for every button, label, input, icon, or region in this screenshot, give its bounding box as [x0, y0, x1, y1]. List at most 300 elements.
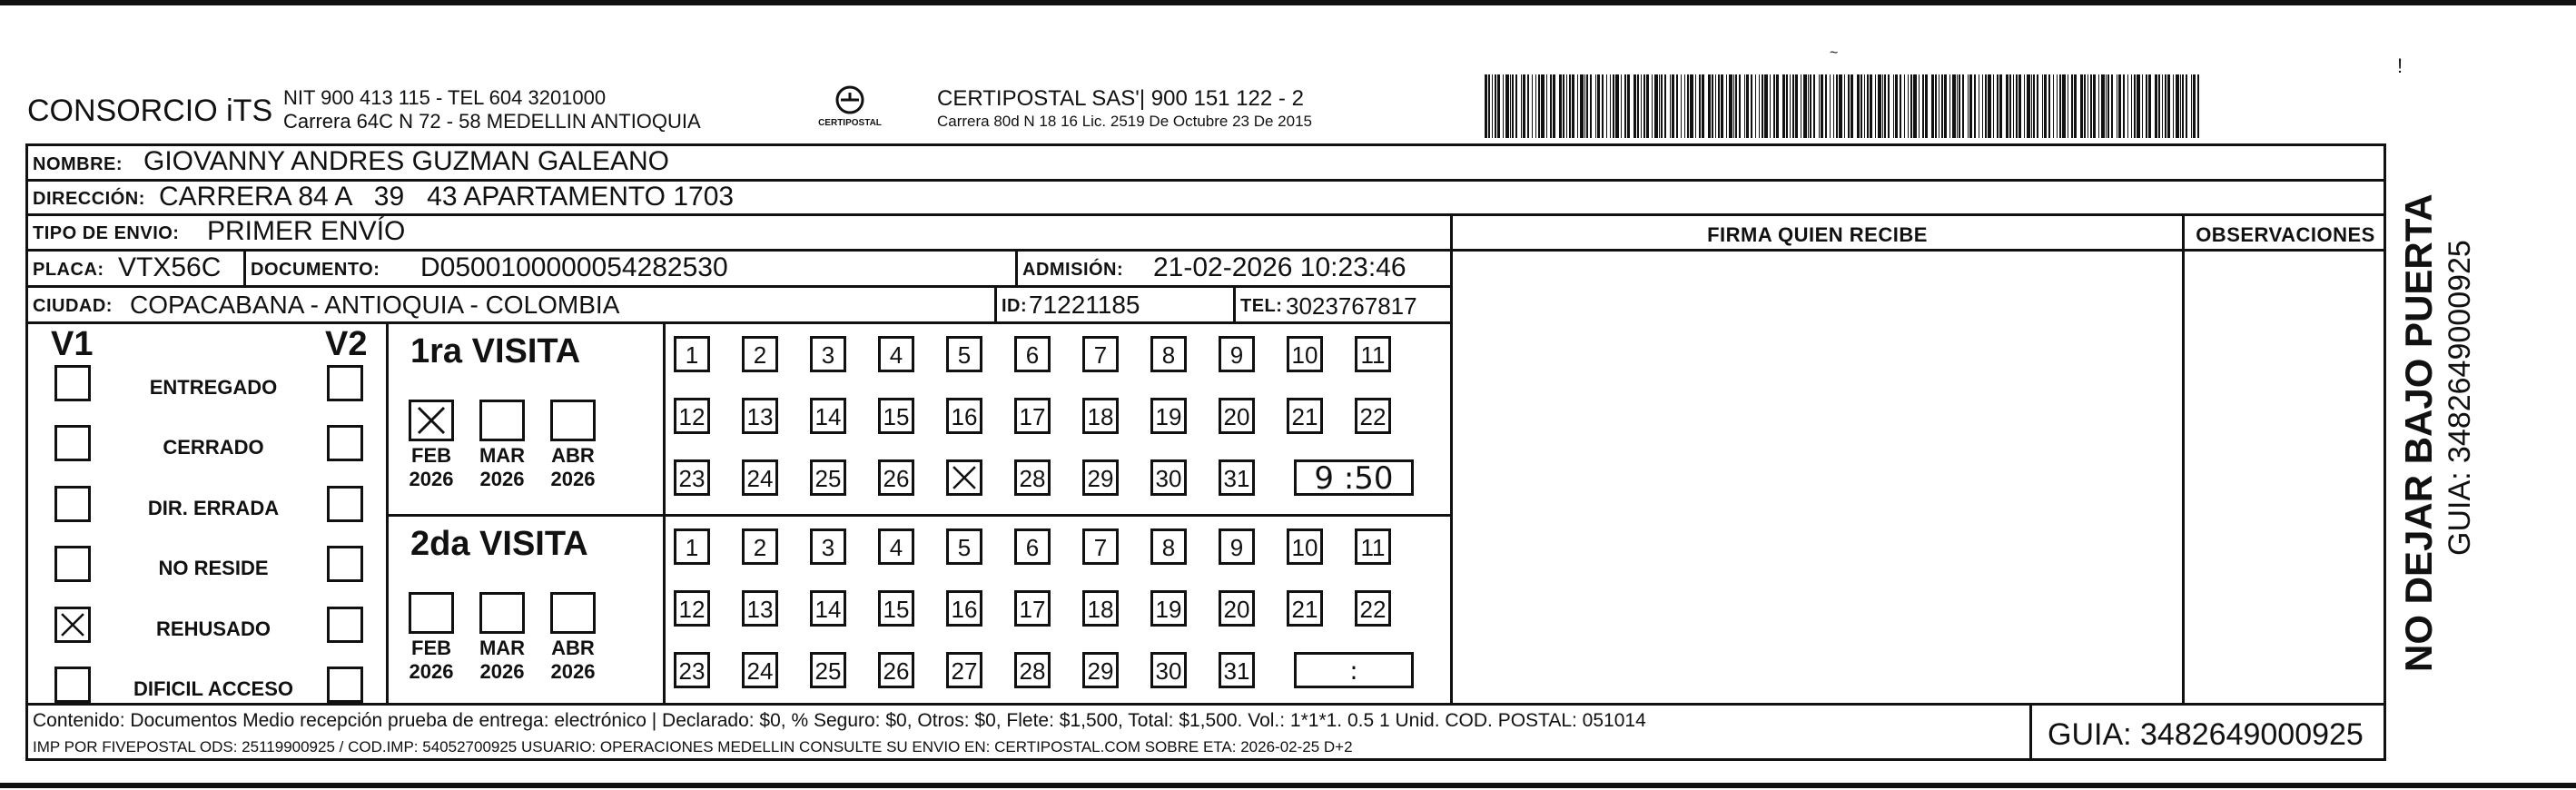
barcode-bar [1661, 74, 1663, 138]
day-checkbox[interactable]: 7 [1082, 528, 1119, 565]
month-checkbox[interactable] [409, 400, 454, 441]
barcode-bar [1488, 74, 1490, 138]
observaciones-area[interactable] [2185, 252, 2386, 703]
day-checkbox[interactable]: 16 [946, 398, 982, 434]
barcode-bar [1512, 74, 1514, 138]
day-checkbox[interactable]: 13 [742, 398, 778, 434]
day-checkbox[interactable]: 15 [878, 398, 914, 434]
barcode-bar [1795, 74, 1798, 138]
barcode-bar [2024, 74, 2025, 138]
tel-value: 3023767817 [1286, 292, 1417, 320]
day-checkbox[interactable]: 28 [1014, 459, 1051, 496]
ciudad-value: COPACABANA - ANTIOQUIA - COLOMBIA [130, 291, 620, 319]
barcode-bar [1910, 74, 1912, 138]
day-checkbox[interactable]: 19 [1150, 398, 1187, 434]
certipostal-logo [814, 84, 886, 134]
time-field[interactable]: 9 :50 [1294, 459, 1414, 496]
month-checkbox[interactable] [409, 592, 454, 634]
barcode-bar [1941, 74, 1943, 138]
barcode-bar [1825, 74, 1827, 138]
barcode-bar [2193, 74, 2196, 138]
barcode-bar [1944, 74, 1947, 138]
barcode-bar [1597, 74, 1600, 138]
nombre-value: GIOVANNY ANDRES GUZMAN GALEANO [143, 146, 670, 176]
barcode-bar [1729, 74, 1732, 138]
barcode-bar [1495, 74, 1496, 138]
barcode-bar [1830, 74, 1831, 138]
barcode-bar [1875, 74, 1876, 138]
status-label: NO RESIDE [158, 557, 269, 579]
barcode-bar [2062, 74, 2066, 138]
barcode-bar [2107, 74, 2109, 138]
barcode-bar [2142, 74, 2143, 138]
license-line: Carrera 80d N 18 16 Lic. 2519 De Octubre 23 De 2015 [937, 113, 1312, 130]
barcode-bar [2084, 74, 2086, 138]
day-checkbox[interactable]: 10 [1287, 528, 1323, 565]
barcode-bar [1735, 74, 1737, 138]
row-divider [25, 321, 1453, 324]
barcode-bar [1848, 74, 1850, 138]
barcode-bar [2134, 74, 2136, 138]
day-checkbox[interactable]: 23 [674, 652, 710, 688]
barcode-bar [2127, 74, 2128, 138]
status-label: ENTREGADO [149, 376, 278, 399]
footer-guia: GUIA: 3482649000925 [2048, 717, 2364, 752]
barcode-bar [1702, 74, 1704, 138]
barcode-bar [1864, 74, 1865, 138]
barcode-bar [1851, 74, 1853, 138]
day-checkbox[interactable]: 20 [1219, 590, 1255, 627]
barcode-bar [1935, 74, 1937, 138]
barcode-bar [1908, 74, 1909, 138]
barcode-bar [2027, 74, 2030, 138]
barcode-bar [2197, 74, 2199, 138]
month-year: 2026 [479, 468, 525, 490]
admision-label: ADMISIÓN: [1022, 260, 1124, 280]
day-checkbox[interactable]: 30 [1150, 459, 1187, 496]
barcode-bar [1590, 74, 1592, 138]
barcode-bar [1681, 74, 1682, 138]
barcode [1485, 74, 2211, 138]
barcode-bar [2059, 74, 2061, 138]
day-checkbox[interactable]: 16 [946, 590, 982, 627]
barcode-bar [1527, 74, 1529, 138]
barcode-bar [1610, 74, 1611, 138]
barcode-bar [1627, 74, 1630, 138]
barcode-bar [2098, 74, 2099, 138]
barcode-bar [2182, 74, 2184, 138]
barcode-bar [1546, 74, 1547, 138]
status-label: REHUSADO [156, 617, 271, 640]
visit-divider [386, 514, 1453, 517]
day-checkbox[interactable]: 9 [1219, 528, 1255, 565]
cell-divider [1015, 249, 1018, 285]
side-guia: GUIA: 3482649000925 [2443, 240, 2477, 556]
barcode-bar [2155, 74, 2157, 138]
barcode-bar [1949, 74, 1950, 138]
admision-value: 21-02-2026 10:23:46 [1153, 252, 1406, 282]
barcode-bar [2186, 74, 2187, 138]
day-checkbox[interactable]: 24 [742, 459, 778, 496]
month-checkbox[interactable] [550, 400, 596, 441]
barcode-bar [2042, 74, 2043, 138]
day-checkbox[interactable]: 6 [1014, 336, 1051, 372]
barcode-bar [2031, 74, 2032, 138]
barcode-bar [1637, 74, 1639, 138]
barcode-bar [1538, 74, 1540, 138]
month-label: MAR [479, 637, 526, 659]
barcode-bar [1913, 74, 1917, 138]
barcode-bar [1684, 74, 1685, 138]
barcode-bar [1497, 74, 1500, 138]
day-checkbox[interactable]: 31 [1219, 652, 1255, 688]
barcode-bar [1810, 74, 1811, 138]
barcode-bar [1776, 74, 1779, 138]
barcode-bar [1931, 74, 1934, 138]
barcode-bar [1510, 74, 1511, 138]
day-checkbox[interactable]: 27 [946, 652, 982, 688]
barcode-bar [1770, 74, 1771, 138]
barcode-bar [1485, 74, 1487, 138]
day-checkbox[interactable]: 4 [878, 528, 914, 565]
placa-value: VTX56C [118, 252, 222, 282]
barcode-bar [1867, 74, 1869, 138]
barcode-bar [1726, 74, 1727, 138]
barcode-bar [1550, 74, 1552, 138]
barcode-bar [1615, 74, 1619, 138]
status-v1-checkbox[interactable] [54, 607, 91, 643]
barcode-bar [1708, 74, 1711, 138]
barcode-bar [1606, 74, 1607, 138]
barcode-bar [2146, 74, 2147, 138]
month-label: ABR [551, 637, 595, 659]
barcode-bar [1515, 74, 1517, 138]
day-checkbox[interactable]: 5 [946, 336, 982, 372]
barcode-bar [1712, 74, 1713, 138]
day-checkbox[interactable]: 11 [1355, 528, 1391, 565]
day-checkbox[interactable]: 22 [1355, 590, 1391, 627]
observaciones-header: OBSERVACIONES [2196, 223, 2375, 246]
day-checkbox[interactable]: 8 [1150, 528, 1187, 565]
day-checkbox[interactable]: 3 [810, 336, 846, 372]
status-divider [386, 321, 389, 703]
barcode-bar [1993, 74, 1994, 138]
barcode-bar [2191, 74, 2192, 138]
barcode-bar [1957, 74, 1958, 138]
month-year: 2026 [409, 468, 454, 490]
tipo-envio-value: PRIMER ENVÍO [207, 216, 406, 246]
barcode-bar [1988, 74, 1991, 138]
barcode-bar [1836, 74, 1838, 138]
no-dejar-text: NO DEJAR BAJO PUERTA [2397, 193, 2440, 672]
month-year: 2026 [479, 660, 525, 683]
day-checkbox[interactable]: 6 [1014, 528, 1051, 565]
barcode-bar [1602, 74, 1604, 138]
id-label: ID: [1002, 296, 1028, 316]
barcode-bar [1572, 74, 1574, 138]
barcode-bar [1893, 74, 1894, 138]
barcode-bar [1654, 74, 1658, 138]
barcode-bar [1792, 74, 1794, 138]
barcode-bar [2137, 74, 2140, 138]
top-rule [0, 0, 2576, 5]
day-checkbox[interactable]: 12 [674, 590, 710, 627]
month-checkbox[interactable] [479, 400, 525, 441]
day-checkbox[interactable]: 2 [742, 528, 778, 565]
barcode-bar [2037, 74, 2038, 138]
barcode-bar [1659, 74, 1660, 138]
barcode-bar [1755, 74, 1756, 138]
barcode-bar [2053, 74, 2054, 138]
day-checkbox[interactable]: 8 [1150, 336, 1187, 372]
barcode-bar [2018, 74, 2021, 138]
barcode-bar [2118, 74, 2121, 138]
barcode-bar [1687, 74, 1689, 138]
barcode-bar [2148, 74, 2151, 138]
nombre-label: NOMBRE: [33, 154, 123, 174]
barcode-bar [1974, 74, 1976, 138]
barcode-bar [1959, 74, 1960, 138]
id-value: 71221185 [1029, 291, 1140, 319]
day-checkbox[interactable]: 1 [674, 528, 710, 565]
barcode-bar [2087, 74, 2088, 138]
day-checkbox[interactable]: 25 [810, 652, 846, 688]
status-v2-checkbox[interactable] [327, 486, 363, 522]
day-checkbox[interactable]: 18 [1082, 590, 1119, 627]
barcode-bar [1844, 74, 1845, 138]
day-checkbox[interactable]: 5 [946, 528, 982, 565]
barcode-bar [1721, 74, 1723, 138]
day-checkbox[interactable]: 14 [810, 590, 846, 627]
day-checkbox[interactable] [946, 459, 982, 496]
month-year: 2026 [550, 468, 596, 490]
documento-value: D0500100000054282530 [420, 252, 728, 282]
visit-title: 1ra VISITA [410, 332, 581, 370]
barcode-bar [2033, 74, 2035, 138]
day-checkbox[interactable]: 2 [742, 336, 778, 372]
month-label: FEB [411, 444, 451, 467]
barcode-bar [1621, 74, 1622, 138]
status-v1-checkbox[interactable] [54, 365, 91, 401]
day-checkbox[interactable]: 25 [810, 459, 846, 496]
barcode-bar [1982, 74, 1983, 138]
barcode-bar [1985, 74, 1987, 138]
barcode-bar [1559, 74, 1562, 138]
barcode-bar [1699, 74, 1701, 138]
barcode-bar [1952, 74, 1956, 138]
status-v1-checkbox[interactable] [54, 486, 91, 522]
status-v2-checkbox[interactable] [327, 607, 363, 643]
imp-text: IMP POR FIVEPOSTAL ODS: 25119900925 / COD.IMP: 54052700925 USUARIO: OPERACIONES MEDELLIN CONSULTE SU ENVIO EN: CERTIPOSTAL.COM SOBRE ETA: 2026-02-25 D+2 [33, 738, 1353, 755]
status-v1-checkbox[interactable] [54, 667, 91, 703]
day-checkbox[interactable]: 9 [1219, 336, 1255, 372]
day-checkbox[interactable]: 30 [1150, 652, 1187, 688]
month-checkbox[interactable] [479, 592, 525, 634]
barcode-bar [1997, 74, 1999, 138]
cell-divider [1233, 285, 1236, 321]
day-checkbox[interactable]: 23 [674, 459, 710, 496]
day-checkbox[interactable]: 21 [1287, 398, 1323, 434]
barcode-bar [2176, 74, 2179, 138]
status-v2-checkbox[interactable] [327, 667, 363, 703]
barcode-bar [1646, 74, 1649, 138]
day-checkbox[interactable]: 15 [878, 590, 914, 627]
day-checkbox[interactable]: 1 [674, 336, 710, 372]
status-label: DIFICIL ACCESO [133, 677, 293, 700]
barcode-bar [1782, 74, 1785, 138]
barcode-bar [2009, 74, 2011, 138]
barcode-bar [1584, 74, 1585, 138]
day-checkbox[interactable]: 21 [1287, 590, 1323, 627]
barcode-bar [1759, 74, 1760, 138]
barcode-bar [1553, 74, 1555, 138]
barcode-bar [1664, 74, 1666, 138]
day-checkbox[interactable]: 24 [742, 652, 778, 688]
visit-days-divider [663, 321, 666, 703]
visit-title: 2da VISITA [410, 525, 588, 563]
day-checkbox[interactable]: 14 [810, 398, 846, 434]
barcode-bar [1751, 74, 1752, 138]
barcode-bar [1790, 74, 1791, 138]
barcode-bar [1833, 74, 1834, 138]
barcode-bar [2173, 74, 2174, 138]
tipo-envio-label: TIPO DE ENVIO: [33, 223, 180, 243]
barcode-bar [1813, 74, 1815, 138]
barcode-bar [1643, 74, 1645, 138]
barcode-bar [1676, 74, 1678, 138]
day-checkbox[interactable]: 11 [1355, 336, 1391, 372]
barcode-bar [1895, 74, 1898, 138]
time-field[interactable]: : [1294, 652, 1414, 688]
barcode-bar [1739, 74, 1741, 138]
documento-label: DOCUMENTO: [251, 260, 380, 280]
barcode-bar [1968, 74, 1969, 138]
barcode-bar [2090, 74, 2092, 138]
cell-divider [243, 249, 246, 285]
day-checkbox[interactable]: 19 [1150, 590, 1187, 627]
barcode-bar [1773, 74, 1775, 138]
barcode-bar [1492, 74, 1493, 138]
day-checkbox[interactable]: 18 [1082, 398, 1119, 434]
logo-text: CERTIPOSTAL [818, 118, 882, 128]
barcode-bar [1999, 74, 2002, 138]
barcode-bar [2158, 74, 2160, 138]
barcode-bar [2006, 74, 2008, 138]
status-v2-checkbox[interactable] [327, 365, 363, 401]
status-label: CERRADO [163, 436, 264, 459]
cell-divider [994, 285, 997, 321]
day-checkbox[interactable]: 3 [810, 528, 846, 565]
barcode-bar [1633, 74, 1636, 138]
status-v1-checkbox[interactable] [54, 546, 91, 582]
footer-divider-v [2029, 703, 2032, 761]
status-v2-checkbox[interactable] [327, 425, 363, 461]
barcode-bar [1888, 74, 1890, 138]
barcode-bar [1586, 74, 1588, 138]
barcode-bar [1670, 74, 1671, 138]
day-checkbox[interactable]: 12 [674, 398, 710, 434]
day-checkbox[interactable]: 31 [1219, 459, 1255, 496]
barcode-bar [1919, 74, 1920, 138]
barcode-bar [2162, 74, 2163, 138]
barcode-bar [1569, 74, 1571, 138]
day-checkbox[interactable]: 22 [1355, 398, 1391, 434]
status-v1-checkbox[interactable] [54, 425, 91, 461]
day-checkbox[interactable]: 29 [1082, 652, 1119, 688]
company-name: CONSORCIO iTS [27, 94, 273, 128]
address-line: Carrera 64C N 72 - 58 MEDELLIN ANTIOQUIA [283, 110, 701, 133]
barcode-bar [1532, 74, 1533, 138]
barcode-bar [1733, 74, 1734, 138]
barcode-bar [2131, 74, 2132, 138]
status-label: DIR. ERRADA [147, 497, 280, 519]
barcode-bar [2071, 74, 2073, 138]
day-checkbox[interactable]: 26 [878, 652, 914, 688]
barcode-bar [1613, 74, 1614, 138]
barcode-bar [1695, 74, 1696, 138]
barcode-bar [1523, 74, 1525, 138]
footer-divider [25, 703, 2386, 706]
barcode-bar [1715, 74, 1716, 138]
barcode-bar [1821, 74, 1823, 138]
barcode-bar [1521, 74, 1522, 138]
barcode-bar [1819, 74, 1820, 138]
barcode-bar [2106, 74, 2107, 138]
barcode-bar [2180, 74, 2181, 138]
barcode-bar [1808, 74, 1809, 138]
barcode-bar [1762, 74, 1763, 138]
barcode-bar [2016, 74, 2018, 138]
barcode-bar [1962, 74, 1964, 138]
firma-header: FIRMA QUIEN RECIBE [1707, 223, 1928, 246]
barcode-bar [1904, 74, 1905, 138]
barcode-bar [1839, 74, 1842, 138]
day-checkbox[interactable]: 29 [1082, 459, 1119, 496]
ciudad-label: CIUDAD: [33, 296, 113, 316]
v1-header: V1 [51, 325, 94, 363]
day-checkbox[interactable]: 28 [1014, 652, 1051, 688]
barcode-bar [1884, 74, 1886, 138]
day-checkbox[interactable]: 26 [878, 459, 914, 496]
month-label: FEB [411, 637, 451, 659]
day-checkbox[interactable]: 17 [1014, 590, 1051, 627]
month-checkbox[interactable] [550, 592, 596, 634]
small-mark: ~ [1830, 45, 1839, 61]
barcode-bar [1641, 74, 1642, 138]
barcode-bar [2074, 74, 2077, 138]
status-v2-checkbox[interactable] [327, 546, 363, 582]
barcode-bar [2111, 74, 2113, 138]
barcode-bar [1882, 74, 1883, 138]
day-checkbox[interactable]: 20 [1219, 398, 1255, 434]
tel-label: TEL: [1240, 296, 1283, 316]
firma-area[interactable] [1453, 252, 2182, 703]
barcode-bar [1580, 74, 1584, 138]
edge-mark: ! [2397, 54, 2403, 77]
barcode-bar [2093, 74, 2096, 138]
day-checkbox[interactable]: 17 [1014, 398, 1051, 434]
barcode-bar [1541, 74, 1545, 138]
barcode-bar [1764, 74, 1768, 138]
direccion-value: CARRERA 84 A 39 43 APARTAMENTO 1703 [159, 182, 735, 212]
day-checkbox[interactable]: 4 [878, 336, 914, 372]
barcode-bar [1535, 74, 1536, 138]
barcode-bar [1503, 74, 1504, 138]
barcode-bar [1577, 74, 1578, 138]
day-checkbox[interactable]: 13 [742, 590, 778, 627]
day-checkbox[interactable]: 7 [1082, 336, 1119, 372]
day-checkbox[interactable]: 10 [1287, 336, 1323, 372]
